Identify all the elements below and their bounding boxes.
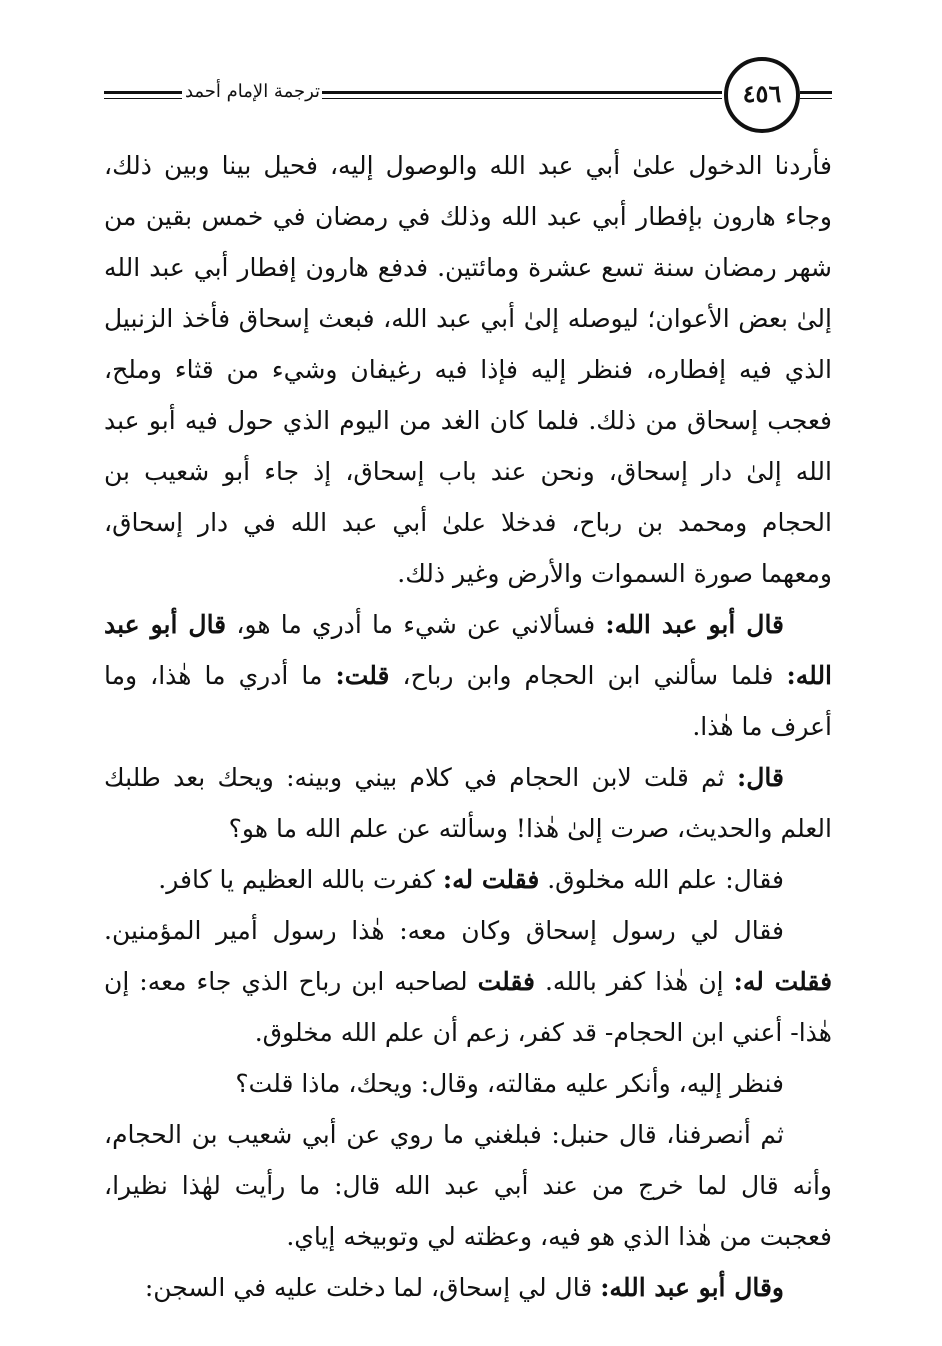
paragraph-8	[104, 1262, 832, 1313]
paragraph-6: فنظر إليه، وأنكر عليه مقالته، وقال: ويحك، ماذا قلت؟	[235, 1069, 784, 1098]
paragraph-text: فقال لي رسول إسحاق وكان معه: هٰذا رسول أمير المؤمنين.	[104, 916, 784, 945]
paragraph-2	[104, 599, 832, 752]
speaker-label: قال أبو عبد الله:	[104, 610, 833, 690]
speaker-label: وقال أبو عبد الله:	[600, 1273, 784, 1302]
header-rule-right	[800, 91, 832, 99]
paragraph-text: فلما سألني ابن الحجام وابن رباح،	[389, 661, 787, 690]
speaker-label: قال:	[737, 763, 784, 792]
page-header	[0, 55, 942, 135]
paragraph-text: ثم قلت لابن الحجام في كلام بيني وبينه: ويحك بعد طلبك العلم والحديث، صرت إلىٰ هٰذا! وسألته عن علم الله ما هو؟	[104, 763, 832, 843]
speaker-label: فقلت له:	[733, 967, 833, 996]
paragraph-text: ما أدري ما هٰذا، وما أعرف ما هٰذا.	[104, 661, 832, 741]
paragraph-4	[104, 854, 832, 905]
running-title: ترجمة الإمام أحمد	[184, 81, 321, 102]
paragraph-3	[104, 752, 832, 854]
page-number: ٤٥٦	[724, 57, 800, 133]
header-rule-long	[322, 91, 722, 99]
speaker-label: فقلت	[477, 967, 535, 996]
speaker-label: فقلت له:	[442, 865, 540, 894]
speaker-label: قلت:	[335, 661, 390, 690]
paragraph-1: فأردنا الدخول علىٰ أبي عبد الله والوصول إليه، فحيل بينا وبين ذلك، وجاء هارون بإفطار أبي عبد الله وذلك في رمضان في خمس بقين من شهر رمضان سنة تسع عشرة ومائتين. فدفع هارون إفطار أبي عبد الله إلىٰ بعض الأعوان؛ ليوصله إلىٰ أبي عبد الله، فبعث إسحاق فأخذ الزنبيل الذي فيه إفطاره، فنظر إليه فإذا فيه رغيفان وشيء من قثاء وملح، فعجب إسحاق من ذلك. فلما كان الغد من اليوم الذي حول فيه أبو عبد الله إلىٰ دار إسحاق، ونحن عند باب إسحاق، إذ جاء أبو شعيب بن الحجام ومحمد بن رباح، فدخلا علىٰ أبي عبد الله في دار إسحاق، ومعهما صورة السموات والأرض وغير ذلك.	[104, 151, 832, 588]
paragraph-text: لصاحبه ابن رباح الذي جاء معه: إن هٰذا- أعني ابن الحجام- قد كفر، زعم أن علم الله مخلوق.	[104, 967, 832, 1047]
speaker-label: قال أبو عبد الله:	[605, 610, 785, 639]
paragraph-text: إن هٰذا كفر بالله.	[534, 967, 734, 996]
paragraph-text: قال لي إسحاق، لما دخلت عليه في السجن:	[144, 1273, 601, 1302]
paragraph-text: فسألاني عن شيء ما أدري ما هو،	[226, 610, 606, 639]
paragraph-5	[104, 905, 832, 1058]
paragraph-7: ثم أنصرفنا، قال حنبل: فبلغني ما روي عن أبي شعيب بن الحجام، وأنه قال لما خرج من عند أبي عبد الله قال: ما رأيت لهٰذا نظيرا، فعجبت من هٰذا الذي هو فيه، وعظته لي وتوبيخه إياي.	[104, 1120, 832, 1251]
paragraph-text: فقال: علم الله مخلوق.	[539, 865, 784, 894]
paragraph-text: كفرت بالله العظيم يا كافر.	[158, 865, 443, 894]
page-body	[104, 140, 832, 1313]
header-rule-short	[104, 91, 182, 99]
